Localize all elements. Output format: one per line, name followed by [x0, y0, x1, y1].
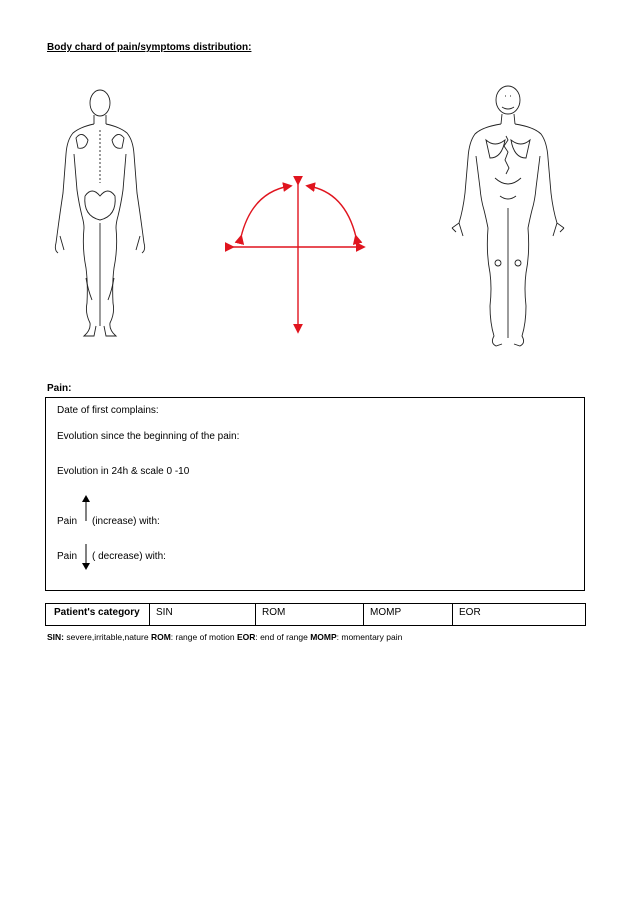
abbreviation-legend: [47, 632, 402, 642]
category-cell-sin: SIN: [150, 604, 256, 626]
first-complains-label: Date of first complains:: [57, 405, 159, 416]
patient-category-header: Patient's category: [46, 604, 150, 626]
legend-sin-abbr: SIN:: [47, 632, 64, 642]
range-of-motion-arrows: [232, 183, 363, 331]
category-cell-rom: ROM: [256, 604, 364, 626]
body-chart: [50, 78, 590, 363]
category-cell-eor: EOR: [453, 604, 586, 626]
up-arrow-icon: [82, 495, 90, 521]
pain-decrease-suffix: ( decrease) with:: [92, 551, 166, 562]
patient-category-table: [45, 603, 586, 626]
pain-increase-suffix: (increase) with:: [92, 516, 160, 527]
legend-rom-text: : range of motion: [170, 632, 237, 642]
pain-heading: Pain:: [47, 383, 72, 394]
legend-sin-text: severe,irritable,nature: [64, 632, 151, 642]
table-row: [46, 604, 586, 626]
category-cell-momp: MOMP: [364, 604, 453, 626]
pain-increase-prefix: Pain: [57, 516, 78, 527]
legend-eor-text: : end of range: [255, 632, 311, 642]
pain-decrease-row: [57, 551, 77, 562]
down-arrow-icon: [82, 544, 90, 570]
legend-momp-text: : momentary pain: [336, 632, 403, 642]
evolution-beginning-label: Evolution since the beginning of the pain:: [57, 431, 240, 442]
legend-rom-abbr: ROM: [150, 632, 171, 642]
front-view-figure: [452, 86, 564, 346]
legend-momp-abbr: MOMP: [310, 632, 337, 642]
back-view-figure: [55, 90, 144, 336]
evolution-24h-label: Evolution in 24h & scale 0 -10: [57, 466, 190, 477]
pain-increase-row: [57, 516, 77, 527]
pain-decrease-prefix: Pain: [57, 551, 78, 562]
pain-section-box: [45, 397, 585, 591]
page-title: Body chard of pain/symptoms distribution:: [47, 42, 252, 53]
legend-eor-abbr: EOR: [236, 632, 256, 642]
